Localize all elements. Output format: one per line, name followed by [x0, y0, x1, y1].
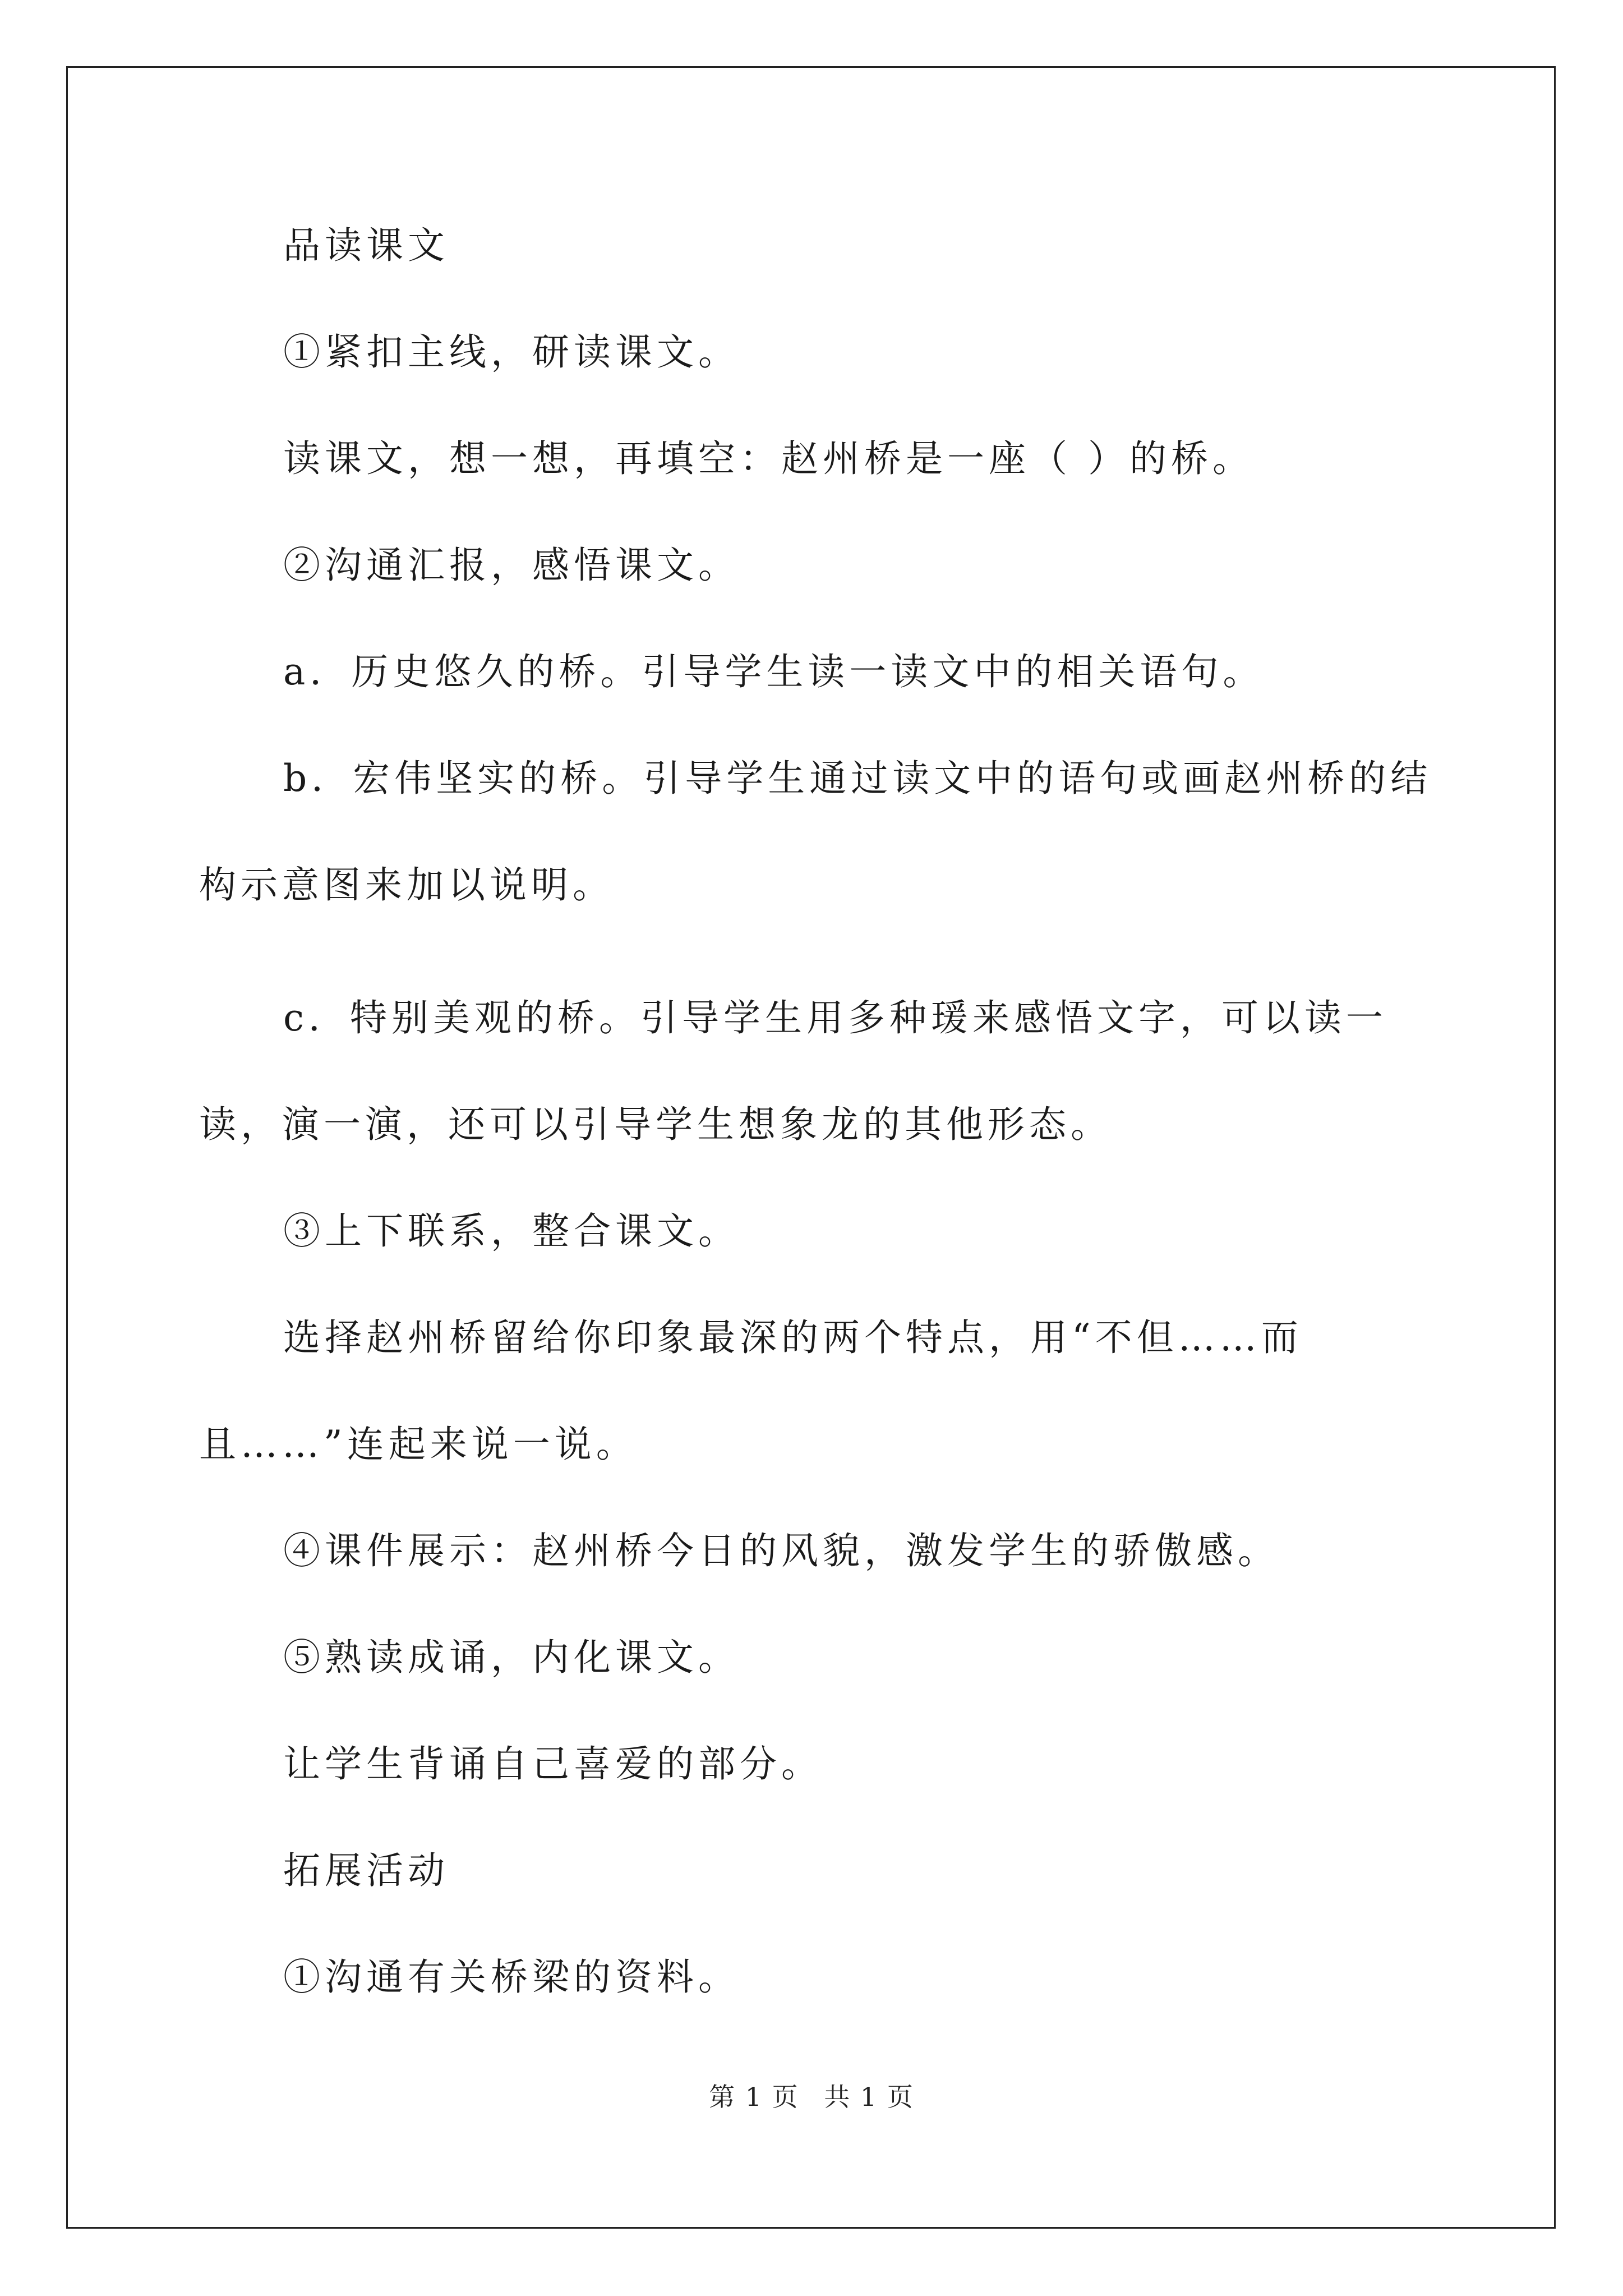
section-heading-reading: 品读课文: [283, 224, 449, 267]
section-heading-extension: 拓展活动: [283, 1849, 449, 1892]
paragraph: a．历史悠久的桥。引导学生读一读文中的相关语句。: [283, 650, 1265, 693]
page-footer: [0, 2080, 1623, 2114]
paragraph: 让学生背诵自己喜爱的部分。: [283, 1742, 823, 1786]
page-total: 共 1 页: [824, 2082, 914, 2112]
paragraph: ①紧扣主线，研读课文。: [283, 330, 740, 374]
document-body: [199, 219, 1433, 2057]
paragraph: ④课件展示：赵州桥今日的风貌，激发学生的骄傲感。: [283, 1529, 1279, 1572]
paragraph: ⑤熟读成诵，内化课文。: [283, 1636, 740, 1679]
paragraph: 读课文，想一想，再填空：赵州桥是一座（ ）的桥。: [283, 437, 1254, 480]
paragraph: 选择赵州桥留给你印象最深的两个特点，用“不但……而且……”连起来说一说。: [199, 1316, 1303, 1466]
paragraph: ②沟通汇报，感悟课文。: [283, 544, 740, 587]
paragraph: b．宏伟坚实的桥。引导学生通过读文中的语句或画赵州桥的结构示意图来加以说明。: [199, 757, 1432, 907]
paragraph: ①沟通有关桥梁的资料。: [283, 1955, 740, 1999]
page-number: 第 1 页: [709, 2082, 799, 2112]
paragraph: c．特别美观的桥。引导学生用多种瑗来感悟文字，可以读一读，演一演，还可以引导学生想象龙的其他形态。: [199, 996, 1387, 1146]
paragraph: ③上下联系，整合课文。: [283, 1209, 740, 1253]
